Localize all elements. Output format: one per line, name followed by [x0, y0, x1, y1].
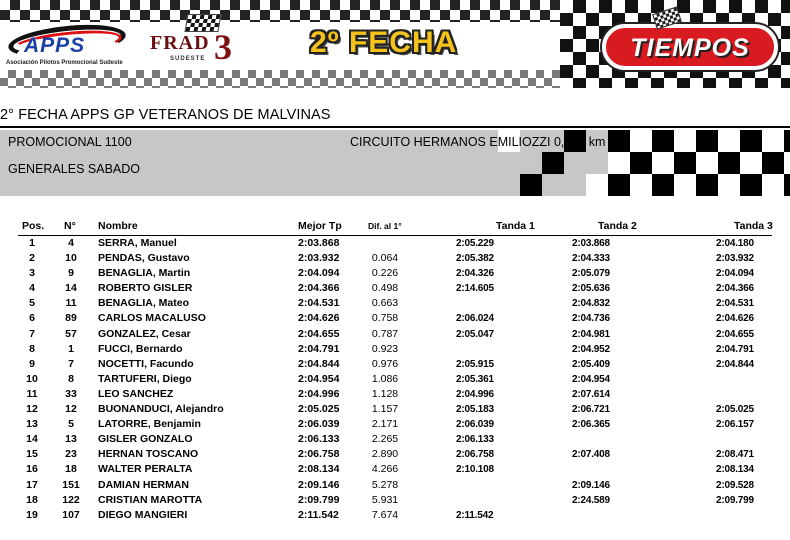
- cell-name: DIEGO MANGIERI: [98, 508, 188, 521]
- cell-t1: 2:05.361: [456, 373, 494, 385]
- cell-diff: 0.064: [371, 252, 399, 265]
- cell-pos: 7: [29, 327, 35, 340]
- cell-name: ROBERTO GISLER: [98, 282, 193, 295]
- cell-diff: 7.674: [371, 508, 399, 521]
- cell-t3: 2:04.791: [716, 343, 754, 355]
- table-row: [0, 508, 790, 523]
- table-row: [0, 342, 790, 357]
- apps-logo: [4, 20, 132, 72]
- cell-best: 2:04.626: [298, 312, 340, 325]
- cell-t3: 2:04.366: [716, 283, 754, 295]
- cell-best: 2:05.025: [298, 403, 340, 416]
- cell-best: 2:09.146: [298, 478, 340, 491]
- cell-t3: 2:06.157: [716, 419, 754, 431]
- cell-t2: 2:04.333: [572, 253, 610, 265]
- cell-num: 18: [65, 463, 77, 476]
- cell-t2: 2:09.146: [572, 479, 610, 491]
- cell-t1: 2:14.605: [456, 283, 494, 295]
- tiempos-logo: [602, 24, 778, 70]
- header-banner: [0, 0, 790, 88]
- cell-t3: 2:09.528: [716, 479, 754, 491]
- cell-t3: 2:08.471: [716, 449, 754, 461]
- cell-t1: 2:06.024: [456, 313, 494, 325]
- cell-t2: 2:24.589: [572, 494, 610, 506]
- cell-diff: 0.226: [371, 267, 399, 280]
- cell-t2: 2:03.868: [572, 238, 610, 249]
- cell-best: 2:09.799: [298, 493, 340, 506]
- cell-pos: 1: [29, 237, 35, 249]
- cell-pos: 5: [29, 297, 35, 310]
- cell-t3: 2:05.025: [716, 404, 754, 416]
- session-label: GENERALES SABADO: [8, 162, 140, 176]
- results-table: [0, 219, 790, 523]
- cell-t1: 2:06.039: [456, 419, 494, 431]
- cell-best: 2:04.531: [298, 297, 340, 310]
- cell-num: 7: [68, 357, 74, 370]
- table-header: [0, 219, 790, 235]
- cell-name: TARTUFERI, Diego: [98, 372, 192, 385]
- cell-t2: 2:07.614: [572, 388, 610, 400]
- table-row: [0, 296, 790, 311]
- cell-t2: 2:07.408: [572, 449, 610, 461]
- cell-diff: 5.278: [371, 478, 399, 491]
- cell-best: 2:06.758: [298, 448, 340, 461]
- table-body: [0, 236, 790, 523]
- cell-t3: 2:04.655: [716, 328, 754, 340]
- cell-t1: 2:05.382: [456, 253, 494, 265]
- cell-name: HERNAN TOSCANO: [98, 448, 199, 461]
- table-row: [0, 311, 790, 326]
- cell-t3: 2:04.094: [716, 268, 754, 280]
- cell-name: CRISTIAN MAROTTA: [98, 493, 203, 506]
- cell-t1: 2:05.183: [456, 404, 494, 416]
- cell-pos: 15: [26, 448, 38, 461]
- cell-pos: 18: [26, 493, 38, 506]
- cell-t2: 2:04.981: [572, 328, 610, 340]
- table-row: [0, 281, 790, 296]
- cell-num: 11: [65, 297, 77, 310]
- cell-diff: 2.171: [371, 418, 399, 431]
- table-row: [0, 357, 790, 372]
- cell-t1: 2:04.996: [456, 388, 494, 400]
- cell-name: BUONANDUCI, Alejandro: [98, 403, 224, 416]
- cell-pos: 19: [26, 508, 38, 521]
- cell-pos: 3: [29, 267, 35, 280]
- cell-name: LATORRE, Benjamin: [98, 418, 201, 431]
- cell-pos: 9: [29, 357, 35, 370]
- cell-diff: 5.931: [371, 493, 399, 506]
- table-row: [0, 402, 790, 417]
- table-row: [0, 432, 790, 447]
- column-header-pos: Pos.: [22, 220, 45, 232]
- cell-diff: 1.086: [371, 372, 399, 385]
- frad-logo-number: 3: [214, 27, 232, 67]
- cell-t3: 2:04.180: [716, 238, 754, 249]
- cell-best: 2:08.134: [298, 463, 340, 476]
- column-header-name: Nombre: [98, 220, 138, 232]
- cell-best: 2:03.868: [298, 237, 340, 249]
- cell-best: 2:04.791: [298, 342, 340, 355]
- cell-pos: 17: [26, 478, 38, 491]
- cell-name: CARLOS MACALUSO: [98, 312, 206, 325]
- cell-num: 5: [68, 418, 74, 431]
- cell-best: 2:04.996: [298, 387, 340, 400]
- cell-diff: 0.923: [371, 342, 399, 355]
- cell-name: SERRA, Manuel: [98, 237, 177, 249]
- cell-pos: 6: [29, 312, 35, 325]
- column-header-best: Mejor Tp: [298, 220, 342, 232]
- cell-t1: 2:06.133: [456, 434, 494, 446]
- cell-num: 8: [68, 372, 74, 385]
- column-header-t2: Tanda 2: [598, 220, 637, 232]
- cell-num: 33: [65, 387, 77, 400]
- cell-num: 151: [62, 478, 80, 491]
- table-row: [0, 462, 790, 477]
- cell-best: 2:04.094: [298, 267, 340, 280]
- cell-t1: 2:10.108: [456, 464, 494, 476]
- cell-t2: 2:05.079: [572, 268, 610, 280]
- cell-diff: 1.157: [371, 403, 399, 416]
- tiempos-logo-text: TIEMPOS: [630, 34, 750, 62]
- table-row: [0, 236, 790, 251]
- frad-logo-title: FRAD: [150, 32, 210, 54]
- cell-name: WALTER PERALTA: [98, 463, 193, 476]
- table-row: [0, 493, 790, 508]
- cell-name: LEO SANCHEZ: [98, 387, 174, 400]
- cell-num: 12: [65, 403, 77, 416]
- cell-t1: 2:06.758: [456, 449, 494, 461]
- cell-num: 107: [62, 508, 80, 521]
- table-row: [0, 478, 790, 493]
- cell-pos: 11: [26, 387, 38, 400]
- cell-num: 4: [68, 237, 74, 249]
- frad-logo-subtitle: SUDESTE: [170, 56, 206, 62]
- cell-t3: 2:08.134: [716, 464, 754, 476]
- cell-t2: 2:05.636: [572, 283, 610, 295]
- cell-t3: 2:04.844: [716, 358, 754, 370]
- cell-num: 23: [65, 448, 77, 461]
- cell-num: 57: [65, 327, 77, 340]
- table-row: [0, 372, 790, 387]
- cell-name: DAMIAN HERMAN: [98, 478, 189, 491]
- cell-diff: 0.498: [371, 282, 399, 295]
- cell-diff: 4.266: [371, 463, 399, 476]
- cell-name: GISLER GONZALO: [98, 433, 193, 446]
- cell-diff: 1.128: [371, 387, 399, 400]
- cell-best: 2:04.655: [298, 327, 340, 340]
- cell-pos: 8: [29, 342, 35, 355]
- column-header-diff: Dif. al 1°: [368, 221, 402, 231]
- column-header-t3: Tanda 3: [734, 220, 773, 232]
- cell-name: NOCETTI, Facundo: [98, 357, 194, 370]
- cell-t2: 2:04.952: [572, 343, 610, 355]
- cell-name: PENDAS, Gustavo: [98, 252, 190, 265]
- cell-t2: 2:06.721: [572, 404, 610, 416]
- apps-logo-title: APPS: [24, 34, 86, 57]
- cell-num: 9: [68, 267, 74, 280]
- cell-t3: 2:04.531: [716, 298, 754, 310]
- cell-num: 89: [65, 312, 77, 325]
- cell-t1: 2:05.047: [456, 328, 494, 340]
- cell-pos: 2: [29, 252, 35, 265]
- cell-name: BENAGLIA, Martin: [98, 267, 191, 280]
- cell-diff: 0.976: [371, 357, 399, 370]
- cell-name: BENAGLIA, Mateo: [98, 297, 190, 310]
- cell-best: 2:04.844: [298, 357, 340, 370]
- cell-best: 2:06.039: [298, 418, 340, 431]
- apps-logo-subtitle: Asociación Pilotos Promocional Sudeste: [6, 60, 123, 66]
- category-label: PROMOCIONAL 1100: [8, 135, 132, 149]
- cell-pos: 16: [26, 463, 38, 476]
- cell-best: 2:11.542: [298, 508, 339, 521]
- cell-best: 2:06.133: [298, 433, 340, 446]
- cell-t2: 2:05.409: [572, 358, 610, 370]
- cell-name: FUCCI, Bernardo: [98, 342, 183, 355]
- cell-diff: 2.265: [371, 433, 399, 446]
- cell-best: 2:04.954: [298, 372, 340, 385]
- cell-best: 2:04.366: [298, 282, 340, 295]
- table-row: [0, 417, 790, 432]
- column-header-num: N°: [64, 220, 76, 232]
- cell-t3: 2:04.626: [716, 313, 754, 325]
- cell-name: GONZALEZ, Cesar: [98, 327, 191, 340]
- cell-diff: 0.758: [371, 312, 399, 325]
- table-row: [0, 251, 790, 266]
- cell-pos: 14: [26, 433, 38, 446]
- cell-num: 1: [68, 342, 74, 355]
- cell-t1: 2:05.229: [456, 238, 494, 249]
- circuit-label: CIRCUITO HERMANOS EMILIOZZI 0,000 km: [350, 135, 606, 149]
- cell-t2: 2:04.736: [572, 313, 610, 325]
- frad-logo: [150, 14, 246, 74]
- fecha-logo-text: 2º FECHA: [310, 26, 458, 59]
- cell-pos: 12: [26, 403, 38, 416]
- table-row: [0, 447, 790, 462]
- table-row: [0, 327, 790, 342]
- cell-t2: 2:04.954: [572, 373, 610, 385]
- table-row: [0, 266, 790, 281]
- cell-pos: 10: [26, 372, 38, 385]
- cell-t1: 2:05.915: [456, 358, 494, 370]
- cell-num: 13: [65, 433, 77, 446]
- cell-best: 2:03.932: [298, 252, 340, 265]
- session-info-panel: [0, 130, 790, 196]
- cell-diff: 0.663: [371, 297, 399, 310]
- cell-diff: 2.890: [371, 448, 399, 461]
- event-title: 2° FECHA APPS GP VETERANOS DE MALVINAS: [0, 107, 331, 123]
- cell-t2: 2:04.832: [572, 298, 610, 310]
- cell-t3: 2:09.799: [716, 494, 754, 506]
- table-row: [0, 387, 790, 402]
- cell-num: 122: [62, 493, 80, 506]
- cell-t1: 2:04.326: [456, 268, 494, 280]
- cell-t3: 2:03.932: [716, 253, 754, 265]
- cell-pos: 13: [26, 418, 38, 431]
- cell-num: 14: [65, 282, 77, 295]
- cell-num: 10: [65, 252, 77, 265]
- column-header-t1: Tanda 1: [496, 220, 535, 232]
- cell-diff: 0.787: [371, 327, 399, 340]
- cell-pos: 4: [29, 282, 35, 295]
- cell-t2: 2:06.365: [572, 419, 610, 431]
- cell-t1: 2:11.542: [456, 509, 494, 521]
- fecha-logo: [300, 24, 506, 64]
- divider: [0, 126, 790, 128]
